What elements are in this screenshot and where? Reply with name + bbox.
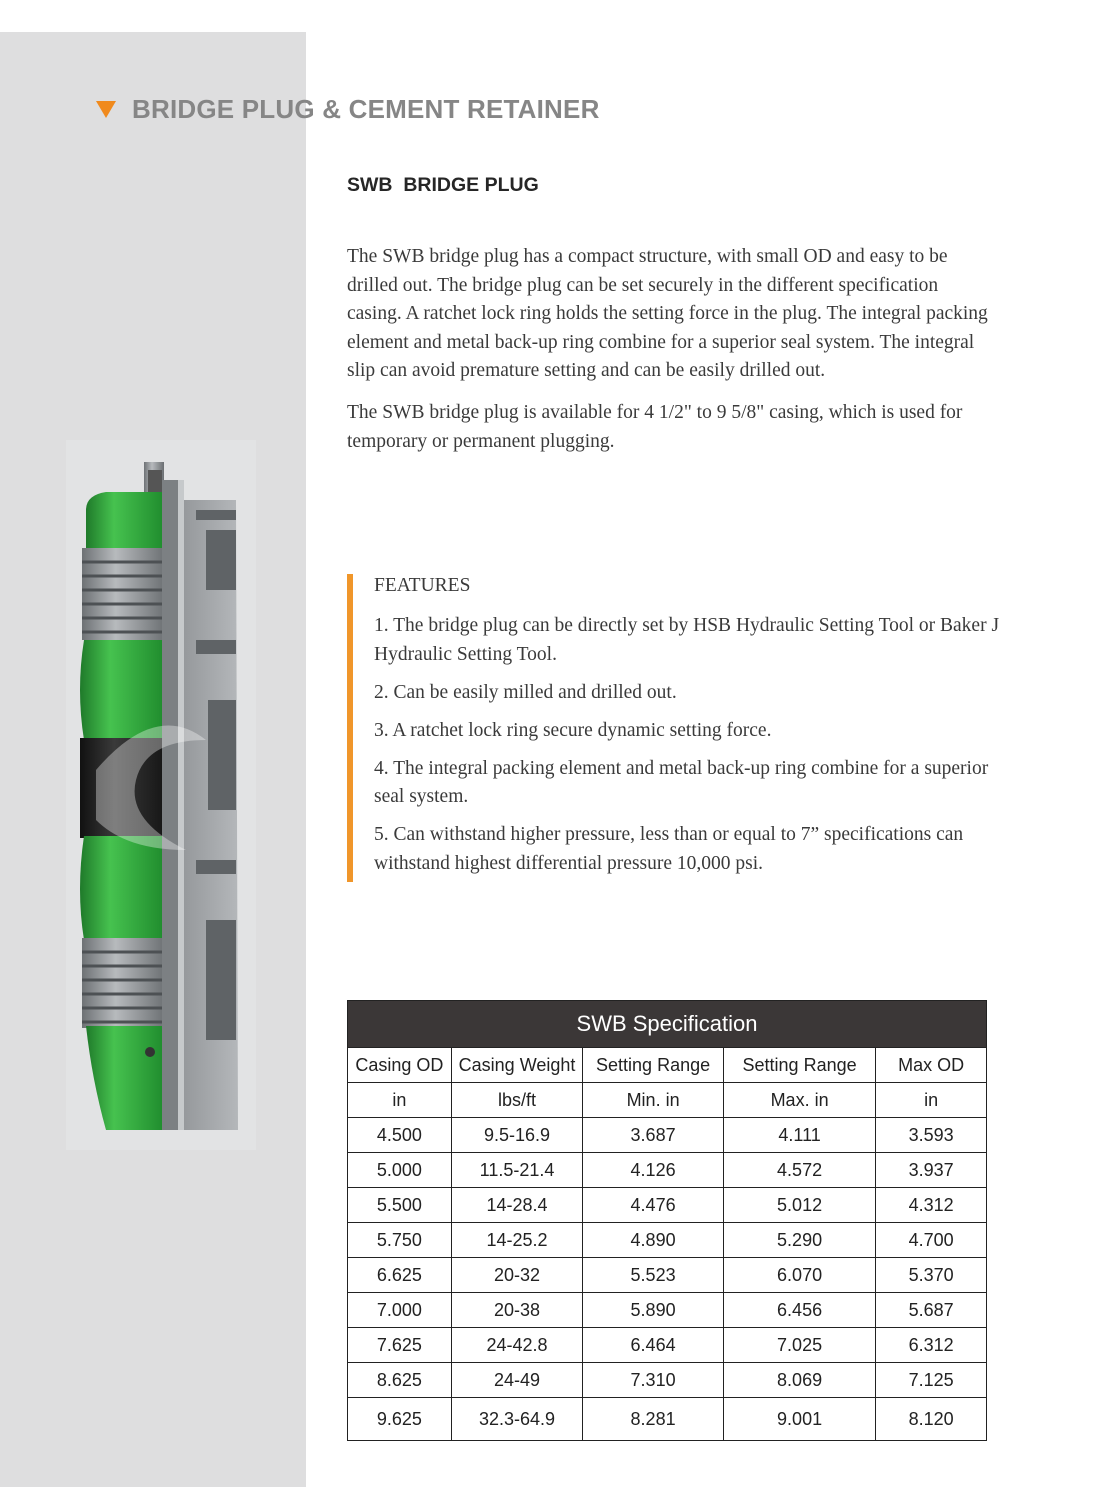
table-cell: 7.025 bbox=[723, 1328, 875, 1363]
table-cell: 5.290 bbox=[723, 1223, 875, 1258]
table-row bbox=[348, 1223, 987, 1258]
section-header bbox=[96, 92, 600, 126]
table-cell: 7.310 bbox=[583, 1363, 724, 1398]
table-cell: 8.120 bbox=[876, 1398, 987, 1441]
product-title: SWB BRIDGE PLUG bbox=[347, 174, 539, 196]
unit-cell: in bbox=[876, 1083, 987, 1118]
table-cell: 4.572 bbox=[723, 1153, 875, 1188]
table-cell: 24-49 bbox=[451, 1363, 583, 1398]
table-cell: 3.593 bbox=[876, 1118, 987, 1153]
table-cell: 8.625 bbox=[348, 1363, 452, 1398]
table-cell: 7.625 bbox=[348, 1328, 452, 1363]
table-cell: 7.000 bbox=[348, 1293, 452, 1328]
table-cell: 5.370 bbox=[876, 1258, 987, 1293]
table-cell: 11.5-21.4 bbox=[451, 1153, 583, 1188]
header-casing-od: Casing OD bbox=[348, 1048, 452, 1083]
table-cell: 5.500 bbox=[348, 1188, 452, 1223]
section-title: BRIDGE PLUG & CEMENT RETAINER bbox=[132, 93, 600, 124]
table-cell: 5.890 bbox=[583, 1293, 724, 1328]
table-cell: 6.070 bbox=[723, 1258, 875, 1293]
spec-header-row bbox=[348, 1048, 987, 1083]
feature-item: 2. Can be easily milled and drilled out. bbox=[374, 681, 677, 703]
triangle-down-icon bbox=[96, 101, 116, 118]
table-row bbox=[348, 1153, 987, 1188]
table-cell: 5.523 bbox=[583, 1258, 724, 1293]
table-cell: 6.456 bbox=[723, 1293, 875, 1328]
table-cell: 6.312 bbox=[876, 1328, 987, 1363]
table-cell: 7.125 bbox=[876, 1363, 987, 1398]
table-cell: 4.111 bbox=[723, 1118, 875, 1153]
spec-table bbox=[347, 1000, 987, 1441]
description-paragraph-1: The SWB bridge plug has a compact structure, with small OD and easy to be drilled out. The bridge plug can be set securely in the different specification casing. A ratchet lock ring holds the setting force in the plug. The integral packing element and metal back-up ring combine for a superior seal system. The integral slip can avoid premature setting and can be easily drilled out. bbox=[347, 246, 988, 381]
table-cell: 4.476 bbox=[583, 1188, 724, 1223]
bridge-plug-illustration bbox=[66, 440, 256, 1150]
table-cell: 4.890 bbox=[583, 1223, 724, 1258]
unit-cell: Min. in bbox=[583, 1083, 724, 1118]
table-cell: 9.001 bbox=[723, 1398, 875, 1441]
table-row bbox=[348, 1118, 987, 1153]
feature-item: 4. The integral packing element and metal back-up ring combine for a superior seal system. bbox=[374, 757, 989, 807]
table-row bbox=[348, 1398, 987, 1441]
table-cell: 20-38 bbox=[451, 1293, 583, 1328]
unit-cell: lbs/ft bbox=[451, 1083, 583, 1118]
table-cell: 6.625 bbox=[348, 1258, 452, 1293]
table-row bbox=[348, 1328, 987, 1363]
header-setting-range-min: Setting Range bbox=[583, 1048, 724, 1083]
feature-item: 5. Can withstand higher pressure, less than or equal to 7” specifications can withstand highest differential pressure 10,000 psi. bbox=[374, 824, 964, 874]
table-cell: 3.937 bbox=[876, 1153, 987, 1188]
table-row bbox=[348, 1188, 987, 1223]
feature-item: 1. The bridge plug can be directly set by HSB Hydraulic Setting Tool or Baker J Hydraulic Setting Tool. bbox=[374, 615, 1000, 665]
table-row bbox=[348, 1258, 987, 1293]
table-cell: 5.687 bbox=[876, 1293, 987, 1328]
table-cell: 4.126 bbox=[583, 1153, 724, 1188]
table-cell: 32.3-64.9 bbox=[451, 1398, 583, 1441]
table-cell: 6.464 bbox=[583, 1328, 724, 1363]
header-setting-range-max: Setting Range bbox=[723, 1048, 875, 1083]
header-casing-weight: Casing Weight bbox=[451, 1048, 583, 1083]
feature-item: 3. A ratchet lock ring secure dynamic setting force. bbox=[374, 719, 772, 741]
table-cell: 5.750 bbox=[348, 1223, 452, 1258]
header-max-od: Max OD bbox=[876, 1048, 987, 1083]
description-paragraph-2: The SWB bridge plug is available for 4 1/2" to 9 5/8" casing, which is used for temporary or permanent plugging. bbox=[347, 402, 963, 452]
table-cell: 4.700 bbox=[876, 1223, 987, 1258]
table-row bbox=[348, 1363, 987, 1398]
table-cell: 8.281 bbox=[583, 1398, 724, 1441]
table-cell: 9.625 bbox=[348, 1398, 452, 1441]
table-cell: 5.012 bbox=[723, 1188, 875, 1223]
table-cell: 8.069 bbox=[723, 1363, 875, 1398]
table-cell: 5.000 bbox=[348, 1153, 452, 1188]
unit-cell: Max. in bbox=[723, 1083, 875, 1118]
table-cell: 14-28.4 bbox=[451, 1188, 583, 1223]
table-cell: 4.312 bbox=[876, 1188, 987, 1223]
spec-table-caption: SWB Specification bbox=[348, 1001, 987, 1048]
table-cell: 9.5-16.9 bbox=[451, 1118, 583, 1153]
table-cell: 24-42.8 bbox=[451, 1328, 583, 1363]
features-box bbox=[347, 574, 1003, 882]
table-cell: 4.500 bbox=[348, 1118, 452, 1153]
features-list bbox=[374, 612, 1003, 878]
table-cell: 20-32 bbox=[451, 1258, 583, 1293]
table-row bbox=[348, 1293, 987, 1328]
spec-units-row bbox=[348, 1083, 987, 1118]
table-cell: 14-25.2 bbox=[451, 1223, 583, 1258]
features-heading: FEATURES bbox=[374, 575, 471, 596]
table-cell: 3.687 bbox=[583, 1118, 724, 1153]
unit-cell: in bbox=[348, 1083, 452, 1118]
